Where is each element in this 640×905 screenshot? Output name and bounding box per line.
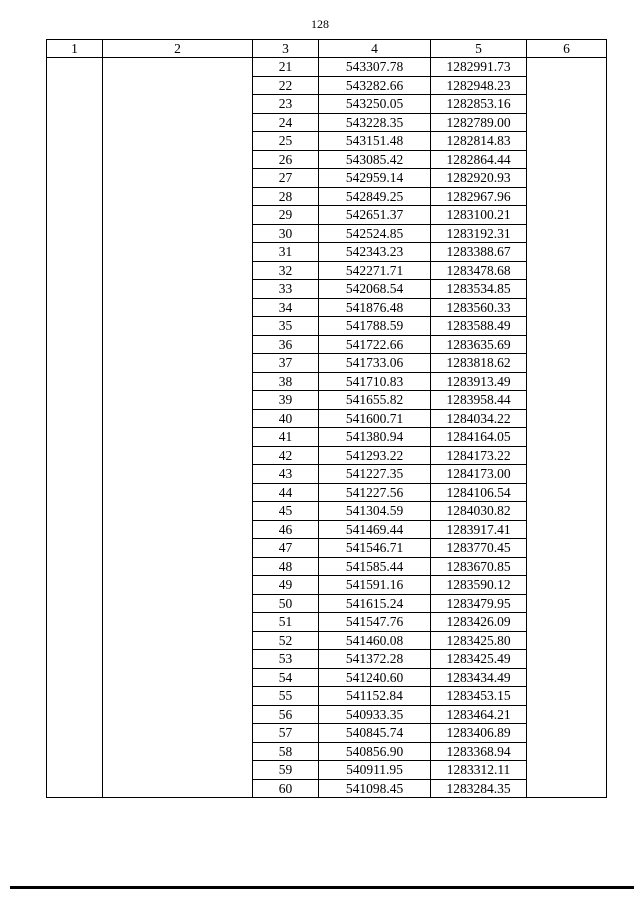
x-coordinate-cell: 541722.66 <box>319 335 431 354</box>
column-header: 1 <box>47 40 103 58</box>
y-coordinate-cell: 1283560.33 <box>431 298 527 317</box>
x-coordinate-cell: 541372.28 <box>319 650 431 669</box>
y-coordinate-cell: 1282948.23 <box>431 76 527 95</box>
point-number-cell: 32 <box>253 261 319 280</box>
x-coordinate-cell: 541615.24 <box>319 594 431 613</box>
point-number-cell: 43 <box>253 465 319 484</box>
y-coordinate-cell: 1284173.00 <box>431 465 527 484</box>
point-number-cell: 42 <box>253 446 319 465</box>
y-coordinate-cell: 1282814.83 <box>431 132 527 151</box>
y-coordinate-cell: 1283368.94 <box>431 742 527 761</box>
coordinates-table <box>46 39 607 798</box>
point-number-cell: 57 <box>253 724 319 743</box>
point-number-cell: 48 <box>253 557 319 576</box>
y-coordinate-cell: 1284030.82 <box>431 502 527 521</box>
point-number-cell: 27 <box>253 169 319 188</box>
column-header: 2 <box>103 40 253 58</box>
column-header: 5 <box>431 40 527 58</box>
y-coordinate-cell: 1283590.12 <box>431 576 527 595</box>
x-coordinate-cell: 541876.48 <box>319 298 431 317</box>
x-coordinate-cell: 540933.35 <box>319 705 431 724</box>
point-number-cell: 24 <box>253 113 319 132</box>
column-header: 6 <box>527 40 607 58</box>
y-coordinate-cell: 1283425.49 <box>431 650 527 669</box>
column-header: 4 <box>319 40 431 58</box>
y-coordinate-cell: 1283635.69 <box>431 335 527 354</box>
x-coordinate-cell: 541469.44 <box>319 520 431 539</box>
table-row <box>47 58 607 77</box>
point-number-cell: 58 <box>253 742 319 761</box>
point-number-cell: 26 <box>253 150 319 169</box>
y-coordinate-cell: 1283770.45 <box>431 539 527 558</box>
y-coordinate-cell: 1283534.85 <box>431 280 527 299</box>
point-number-cell: 37 <box>253 354 319 373</box>
x-coordinate-cell: 543085.42 <box>319 150 431 169</box>
x-coordinate-cell: 540911.95 <box>319 761 431 780</box>
point-number-cell: 60 <box>253 779 319 798</box>
point-number-cell: 30 <box>253 224 319 243</box>
x-coordinate-cell: 540856.90 <box>319 742 431 761</box>
x-coordinate-cell: 541304.59 <box>319 502 431 521</box>
point-number-cell: 54 <box>253 668 319 687</box>
y-coordinate-cell: 1283479.95 <box>431 594 527 613</box>
x-coordinate-cell: 541547.76 <box>319 613 431 632</box>
point-number-cell: 29 <box>253 206 319 225</box>
x-coordinate-cell: 543307.78 <box>319 58 431 77</box>
bottom-rule <box>10 886 634 889</box>
x-coordinate-cell: 541585.44 <box>319 557 431 576</box>
x-coordinate-cell: 541655.82 <box>319 391 431 410</box>
point-number-cell: 59 <box>253 761 319 780</box>
y-coordinate-cell: 1282789.00 <box>431 113 527 132</box>
y-coordinate-cell: 1283406.89 <box>431 724 527 743</box>
point-number-cell: 35 <box>253 317 319 336</box>
point-number-cell: 40 <box>253 409 319 428</box>
y-coordinate-cell: 1283818.62 <box>431 354 527 373</box>
point-number-cell: 22 <box>253 76 319 95</box>
point-number-cell: 46 <box>253 520 319 539</box>
x-coordinate-cell: 542343.23 <box>319 243 431 262</box>
y-coordinate-cell: 1283284.35 <box>431 779 527 798</box>
y-coordinate-cell: 1283388.67 <box>431 243 527 262</box>
point-number-cell: 53 <box>253 650 319 669</box>
col-2-cell <box>103 58 253 798</box>
x-coordinate-cell: 543250.05 <box>319 95 431 114</box>
x-coordinate-cell: 540845.74 <box>319 724 431 743</box>
x-coordinate-cell: 542524.85 <box>319 224 431 243</box>
col-1-cell <box>47 58 103 798</box>
y-coordinate-cell: 1283917.41 <box>431 520 527 539</box>
x-coordinate-cell: 541600.71 <box>319 409 431 428</box>
x-coordinate-cell: 541240.60 <box>319 668 431 687</box>
y-coordinate-cell: 1283425.80 <box>431 631 527 650</box>
point-number-cell: 45 <box>253 502 319 521</box>
point-number-cell: 50 <box>253 594 319 613</box>
table-body <box>47 58 607 798</box>
column-header: 3 <box>253 40 319 58</box>
point-number-cell: 34 <box>253 298 319 317</box>
x-coordinate-cell: 541591.16 <box>319 576 431 595</box>
y-coordinate-cell: 1284034.22 <box>431 409 527 428</box>
x-coordinate-cell: 541227.56 <box>319 483 431 502</box>
y-coordinate-cell: 1283453.15 <box>431 687 527 706</box>
point-number-cell: 44 <box>253 483 319 502</box>
y-coordinate-cell: 1284164.05 <box>431 428 527 447</box>
x-coordinate-cell: 542959.14 <box>319 169 431 188</box>
x-coordinate-cell: 542271.71 <box>319 261 431 280</box>
col-6-cell <box>527 58 607 798</box>
x-coordinate-cell: 541710.83 <box>319 372 431 391</box>
point-number-cell: 39 <box>253 391 319 410</box>
point-number-cell: 36 <box>253 335 319 354</box>
y-coordinate-cell: 1283478.68 <box>431 261 527 280</box>
x-coordinate-cell: 541227.35 <box>319 465 431 484</box>
x-coordinate-cell: 543228.35 <box>319 113 431 132</box>
point-number-cell: 55 <box>253 687 319 706</box>
x-coordinate-cell: 541293.22 <box>319 446 431 465</box>
y-coordinate-cell: 1282920.93 <box>431 169 527 188</box>
y-coordinate-cell: 1283913.49 <box>431 372 527 391</box>
y-coordinate-cell: 1282864.44 <box>431 150 527 169</box>
y-coordinate-cell: 1283670.85 <box>431 557 527 576</box>
point-number-cell: 56 <box>253 705 319 724</box>
y-coordinate-cell: 1283434.49 <box>431 668 527 687</box>
point-number-cell: 41 <box>253 428 319 447</box>
x-coordinate-cell: 541788.59 <box>319 317 431 336</box>
y-coordinate-cell: 1282853.16 <box>431 95 527 114</box>
point-number-cell: 33 <box>253 280 319 299</box>
x-coordinate-cell: 542651.37 <box>319 206 431 225</box>
y-coordinate-cell: 1283464.21 <box>431 705 527 724</box>
y-coordinate-cell: 1284106.54 <box>431 483 527 502</box>
point-number-cell: 28 <box>253 187 319 206</box>
point-number-cell: 52 <box>253 631 319 650</box>
x-coordinate-cell: 541733.06 <box>319 354 431 373</box>
x-coordinate-cell: 541546.71 <box>319 539 431 558</box>
point-number-cell: 51 <box>253 613 319 632</box>
x-coordinate-cell: 543151.48 <box>319 132 431 151</box>
x-coordinate-cell: 541152.84 <box>319 687 431 706</box>
y-coordinate-cell: 1283426.09 <box>431 613 527 632</box>
page-number: 128 <box>311 17 329 31</box>
x-coordinate-cell: 541380.94 <box>319 428 431 447</box>
y-coordinate-cell: 1283958.44 <box>431 391 527 410</box>
point-number-cell: 49 <box>253 576 319 595</box>
y-coordinate-cell: 1282991.73 <box>431 58 527 77</box>
point-number-cell: 25 <box>253 132 319 151</box>
y-coordinate-cell: 1283192.31 <box>431 224 527 243</box>
table-header-row <box>47 40 607 58</box>
point-number-cell: 38 <box>253 372 319 391</box>
x-coordinate-cell: 541098.45 <box>319 779 431 798</box>
point-number-cell: 21 <box>253 58 319 77</box>
x-coordinate-cell: 543282.66 <box>319 76 431 95</box>
y-coordinate-cell: 1283100.21 <box>431 206 527 225</box>
point-number-cell: 23 <box>253 95 319 114</box>
x-coordinate-cell: 542849.25 <box>319 187 431 206</box>
point-number-cell: 31 <box>253 243 319 262</box>
y-coordinate-cell: 1284173.22 <box>431 446 527 465</box>
x-coordinate-cell: 542068.54 <box>319 280 431 299</box>
y-coordinate-cell: 1283312.11 <box>431 761 527 780</box>
y-coordinate-cell: 1283588.49 <box>431 317 527 336</box>
point-number-cell: 47 <box>253 539 319 558</box>
x-coordinate-cell: 541460.08 <box>319 631 431 650</box>
y-coordinate-cell: 1282967.96 <box>431 187 527 206</box>
